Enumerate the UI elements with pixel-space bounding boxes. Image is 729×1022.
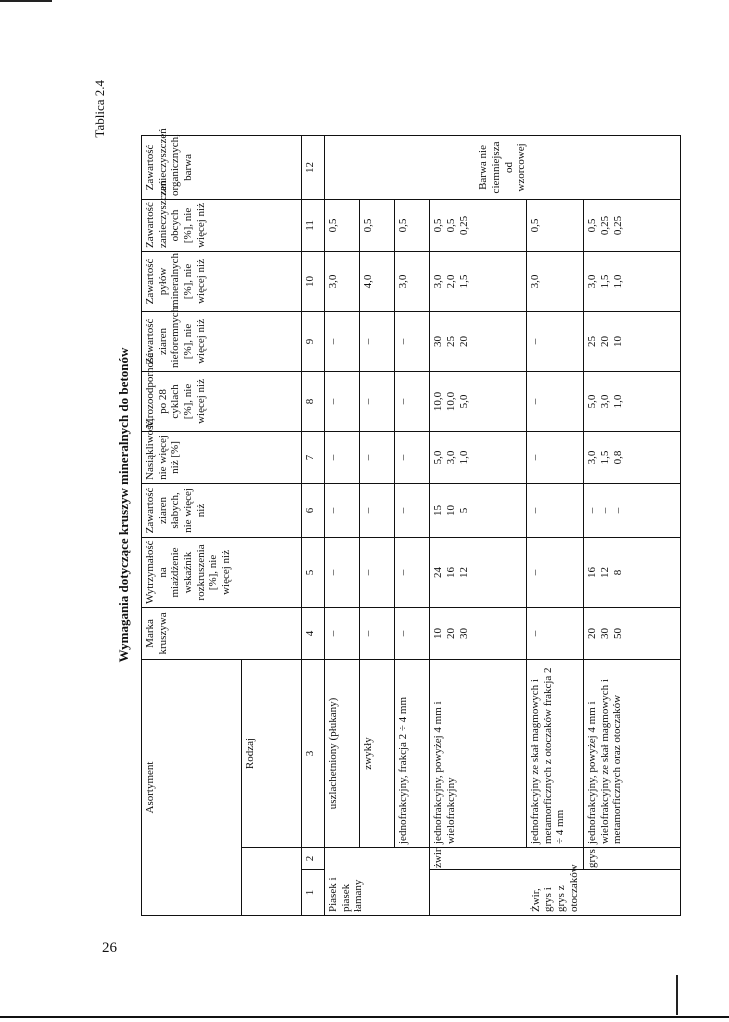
value-line: 5,0 bbox=[586, 394, 598, 409]
col-num: 6 bbox=[302, 483, 325, 537]
value-line: 12 bbox=[599, 566, 612, 578]
value-line: 0,5 bbox=[586, 218, 598, 233]
value-line: 50 bbox=[612, 627, 625, 639]
value-cell-c8 bbox=[325, 371, 360, 431]
sub-zwir: żwir bbox=[430, 848, 584, 870]
value-cell-marka bbox=[360, 607, 395, 659]
value-line: 0,5 bbox=[445, 218, 458, 233]
value-cell-c10 bbox=[430, 251, 527, 311]
value-line: 4,0 bbox=[362, 274, 374, 289]
header-organic: Zawartość zanieczyszczeń organicznych, barwa bbox=[142, 135, 302, 199]
value-cell-c8 bbox=[584, 371, 681, 431]
value-cell-marka bbox=[430, 607, 527, 659]
value-line: 0,5 bbox=[529, 218, 541, 233]
rodzaj-cell: jednofrakcyjny, powyżej 4 mm i wielofrakcyjny ze skał magmowych i metamorficznych oraz otoczaków bbox=[584, 659, 681, 847]
value-line: 5 bbox=[458, 507, 471, 514]
value-cell-c10 bbox=[527, 251, 584, 311]
value-line: 20 bbox=[599, 335, 612, 347]
value-cell-c8 bbox=[430, 371, 527, 431]
header-asortyment: Asortyment bbox=[142, 659, 242, 915]
value-line: 10,0 bbox=[445, 391, 458, 412]
scan-edge-mark bbox=[676, 975, 678, 1015]
col-num: 5 bbox=[302, 537, 325, 607]
value-cell-c5 bbox=[584, 537, 681, 607]
value-line: – bbox=[362, 507, 374, 514]
value-cell-marka bbox=[395, 607, 430, 659]
value-line: 1,0 bbox=[612, 394, 625, 409]
rodzaj-cell: uszlachetniony (płukany) bbox=[325, 659, 360, 847]
header-absorption: Nasiąkliwość, nie więcej niż [%] bbox=[142, 431, 302, 483]
value-line: – bbox=[529, 398, 541, 405]
rotated-page-content bbox=[90, 80, 650, 930]
value-line: 0,25 bbox=[458, 215, 471, 236]
barwa-note: Barwa nie ciemniejsza od wzorcowej bbox=[325, 135, 681, 199]
value-cell-c8 bbox=[360, 371, 395, 431]
value-line: 12 bbox=[458, 566, 471, 578]
value-line: – bbox=[529, 630, 541, 637]
col-num: 1 bbox=[302, 870, 325, 916]
value-line: – bbox=[327, 398, 339, 405]
value-line: 3,0 bbox=[327, 274, 339, 289]
value-line: 0,5 bbox=[327, 218, 339, 233]
value-line: 20 bbox=[586, 627, 598, 639]
rodzaj-cell: zwykły bbox=[360, 659, 395, 847]
value-line: – bbox=[362, 569, 374, 576]
value-line: 30 bbox=[599, 627, 612, 639]
value-cell-c9 bbox=[395, 311, 430, 371]
aggregate-requirements-table bbox=[141, 128, 681, 916]
value-cell-c6 bbox=[584, 483, 681, 537]
value-cell-c11 bbox=[430, 199, 527, 251]
col-num: 3 bbox=[302, 659, 325, 847]
value-cell-c6 bbox=[360, 483, 395, 537]
value-line: 10,0 bbox=[432, 391, 444, 412]
value-cell-c6 bbox=[527, 483, 584, 537]
col-num: 7 bbox=[302, 431, 325, 483]
value-line: 25 bbox=[586, 335, 598, 347]
value-cell-c7 bbox=[395, 431, 430, 483]
value-cell-c9 bbox=[430, 311, 527, 371]
header-row bbox=[142, 135, 242, 915]
value-line: 10 bbox=[445, 504, 458, 516]
value-line: – bbox=[529, 454, 541, 461]
value-line: 3,0 bbox=[432, 274, 444, 289]
value-cell-c10 bbox=[584, 251, 681, 311]
value-line: – bbox=[327, 454, 339, 461]
scan-edge-rule bbox=[0, 0, 52, 2]
value-line: – bbox=[529, 338, 541, 345]
value-cell-c8 bbox=[527, 371, 584, 431]
col-num: 12 bbox=[302, 135, 325, 199]
value-cell-c9 bbox=[360, 311, 395, 371]
value-line: – bbox=[529, 507, 541, 514]
rodzaj-cell: jednofrakcyjny, powyżej 4 mm i wielofrakcyjny bbox=[430, 659, 527, 847]
header-dust: Zawartość pyłów mineralnych [%], nie więcej niż bbox=[142, 251, 302, 311]
value-line: 10 bbox=[432, 627, 444, 639]
value-line: 30 bbox=[458, 627, 471, 639]
header-crushing: Wytrzymałość na miażdżenie wskaźnik rozkruszenia [%], nie więcej niż bbox=[142, 537, 302, 607]
value-cell-c7 bbox=[360, 431, 395, 483]
value-line: 0,5 bbox=[397, 218, 409, 233]
col-num: 2 bbox=[302, 848, 325, 870]
table-row bbox=[395, 135, 430, 915]
value-cell-c9 bbox=[527, 311, 584, 371]
value-cell-marka bbox=[325, 607, 360, 659]
value-cell-c5 bbox=[527, 537, 584, 607]
value-line: 3,0 bbox=[599, 394, 612, 409]
value-cell-c11 bbox=[527, 199, 584, 251]
col-num: 9 bbox=[302, 311, 325, 371]
value-cell-c9 bbox=[584, 311, 681, 371]
value-line: 5,0 bbox=[432, 450, 444, 465]
header-irregular: Zawartość ziaren nieforemnych [%], nie więcej niż bbox=[142, 311, 302, 371]
value-line: 0,5 bbox=[362, 218, 374, 233]
table-row bbox=[584, 135, 681, 915]
sub-grys: grys bbox=[584, 848, 681, 870]
value-line: – bbox=[327, 507, 339, 514]
value-cell-c7 bbox=[584, 431, 681, 483]
value-line: 3,0 bbox=[397, 274, 409, 289]
value-line: 25 bbox=[445, 335, 458, 347]
value-line: – bbox=[397, 630, 409, 637]
value-line: 10 bbox=[612, 335, 625, 347]
header-blank bbox=[242, 848, 302, 916]
value-line: – bbox=[362, 454, 374, 461]
table-row bbox=[527, 135, 584, 915]
value-line: 5,0 bbox=[458, 394, 471, 409]
value-cell-c11 bbox=[395, 199, 430, 251]
value-line: 30 bbox=[432, 335, 444, 347]
value-line: 16 bbox=[445, 566, 458, 578]
col-num: 11 bbox=[302, 199, 325, 251]
value-line: – bbox=[327, 338, 339, 345]
value-cell-c11 bbox=[584, 199, 681, 251]
value-cell-marka bbox=[527, 607, 584, 659]
value-line: 3,0 bbox=[586, 450, 598, 465]
scan-edge-rule-bottom bbox=[0, 1016, 729, 1018]
value-line: – bbox=[397, 454, 409, 461]
group-piasek: Piasek i piasek łamany bbox=[325, 848, 430, 916]
value-line: – bbox=[612, 507, 625, 514]
value-line: 0,5 bbox=[432, 218, 444, 233]
value-cell-c6 bbox=[325, 483, 360, 537]
value-line: 1,0 bbox=[458, 450, 471, 465]
table-row bbox=[430, 135, 527, 915]
table-row bbox=[325, 135, 360, 915]
value-line: – bbox=[529, 569, 541, 576]
value-line: – bbox=[397, 507, 409, 514]
table-label: Tablica 2.4 bbox=[92, 80, 107, 138]
value-line: 1,5 bbox=[599, 450, 612, 465]
col-num: 10 bbox=[302, 251, 325, 311]
col-num: 4 bbox=[302, 607, 325, 659]
value-line: 16 bbox=[586, 566, 598, 578]
value-cell-marka bbox=[584, 607, 681, 659]
value-cell-c6 bbox=[395, 483, 430, 537]
col-num: 8 bbox=[302, 371, 325, 431]
value-line: 0,25 bbox=[599, 215, 612, 236]
value-cell-c10 bbox=[395, 251, 430, 311]
value-line: – bbox=[327, 569, 339, 576]
value-cell-c10 bbox=[360, 251, 395, 311]
value-line: 1,5 bbox=[458, 274, 471, 289]
value-cell-c9 bbox=[325, 311, 360, 371]
value-line: – bbox=[362, 398, 374, 405]
value-cell-c7 bbox=[527, 431, 584, 483]
value-line: – bbox=[327, 630, 339, 637]
value-cell-c7 bbox=[430, 431, 527, 483]
value-cell-c5 bbox=[395, 537, 430, 607]
value-line: 0,25 bbox=[612, 215, 625, 236]
header-rodzaj: Rodzaj bbox=[242, 659, 302, 847]
column-number-row bbox=[302, 135, 325, 915]
value-line: 3,0 bbox=[586, 274, 598, 289]
value-line: – bbox=[397, 338, 409, 345]
value-cell-c5 bbox=[430, 537, 527, 607]
value-cell-c8 bbox=[395, 371, 430, 431]
value-line: – bbox=[397, 398, 409, 405]
value-line: 1,0 bbox=[612, 274, 625, 289]
value-cell-c11 bbox=[325, 199, 360, 251]
value-line: – bbox=[362, 338, 374, 345]
value-cell-c11 bbox=[360, 199, 395, 251]
header-marka: Marka kruszywa bbox=[142, 607, 302, 659]
group-zwir: Żwir, grys i grys z otoczaków bbox=[430, 870, 681, 916]
value-line: – bbox=[599, 507, 612, 514]
value-cell-c10 bbox=[325, 251, 360, 311]
value-line: 0,8 bbox=[612, 450, 625, 465]
rodzaj-cell: jednofrakcyjny ze skał magmowych i metamorficznych z otoczaków frakcja 2 ÷ 4 mm bbox=[527, 659, 584, 847]
value-cell-c5 bbox=[360, 537, 395, 607]
header-frost: Mrozoodporność po 28 cyklach [%], nie więcej niż bbox=[142, 371, 302, 431]
value-cell-c5 bbox=[325, 537, 360, 607]
value-line: 20 bbox=[445, 627, 458, 639]
value-line: 3,0 bbox=[529, 274, 541, 289]
value-line: 20 bbox=[458, 335, 471, 347]
value-line: – bbox=[586, 507, 598, 514]
value-line: 24 bbox=[432, 566, 444, 578]
page-number: 26 bbox=[102, 940, 117, 956]
value-line: 1,5 bbox=[599, 274, 612, 289]
value-line: 2,0 bbox=[445, 274, 458, 289]
table-title: Wymagania dotyczące kruszyw mineralnych do betonów bbox=[116, 347, 131, 663]
header-foreign: Zawartość zanieczyszczeń obcych [%], nie więcej niż bbox=[142, 199, 302, 251]
value-line: 15 bbox=[432, 504, 444, 516]
header-weak-grains: Zawartość ziaren słabych, nie więcej niż bbox=[142, 483, 302, 537]
value-line: 3,0 bbox=[445, 450, 458, 465]
value-cell-c7 bbox=[325, 431, 360, 483]
table-row bbox=[360, 135, 395, 915]
value-line: 8 bbox=[612, 569, 625, 576]
value-line: – bbox=[362, 630, 374, 637]
value-cell-c6 bbox=[430, 483, 527, 537]
rodzaj-cell: jednofrakcyjny, frakcja 2 ÷ 4 mm bbox=[395, 659, 430, 847]
value-line: – bbox=[397, 569, 409, 576]
